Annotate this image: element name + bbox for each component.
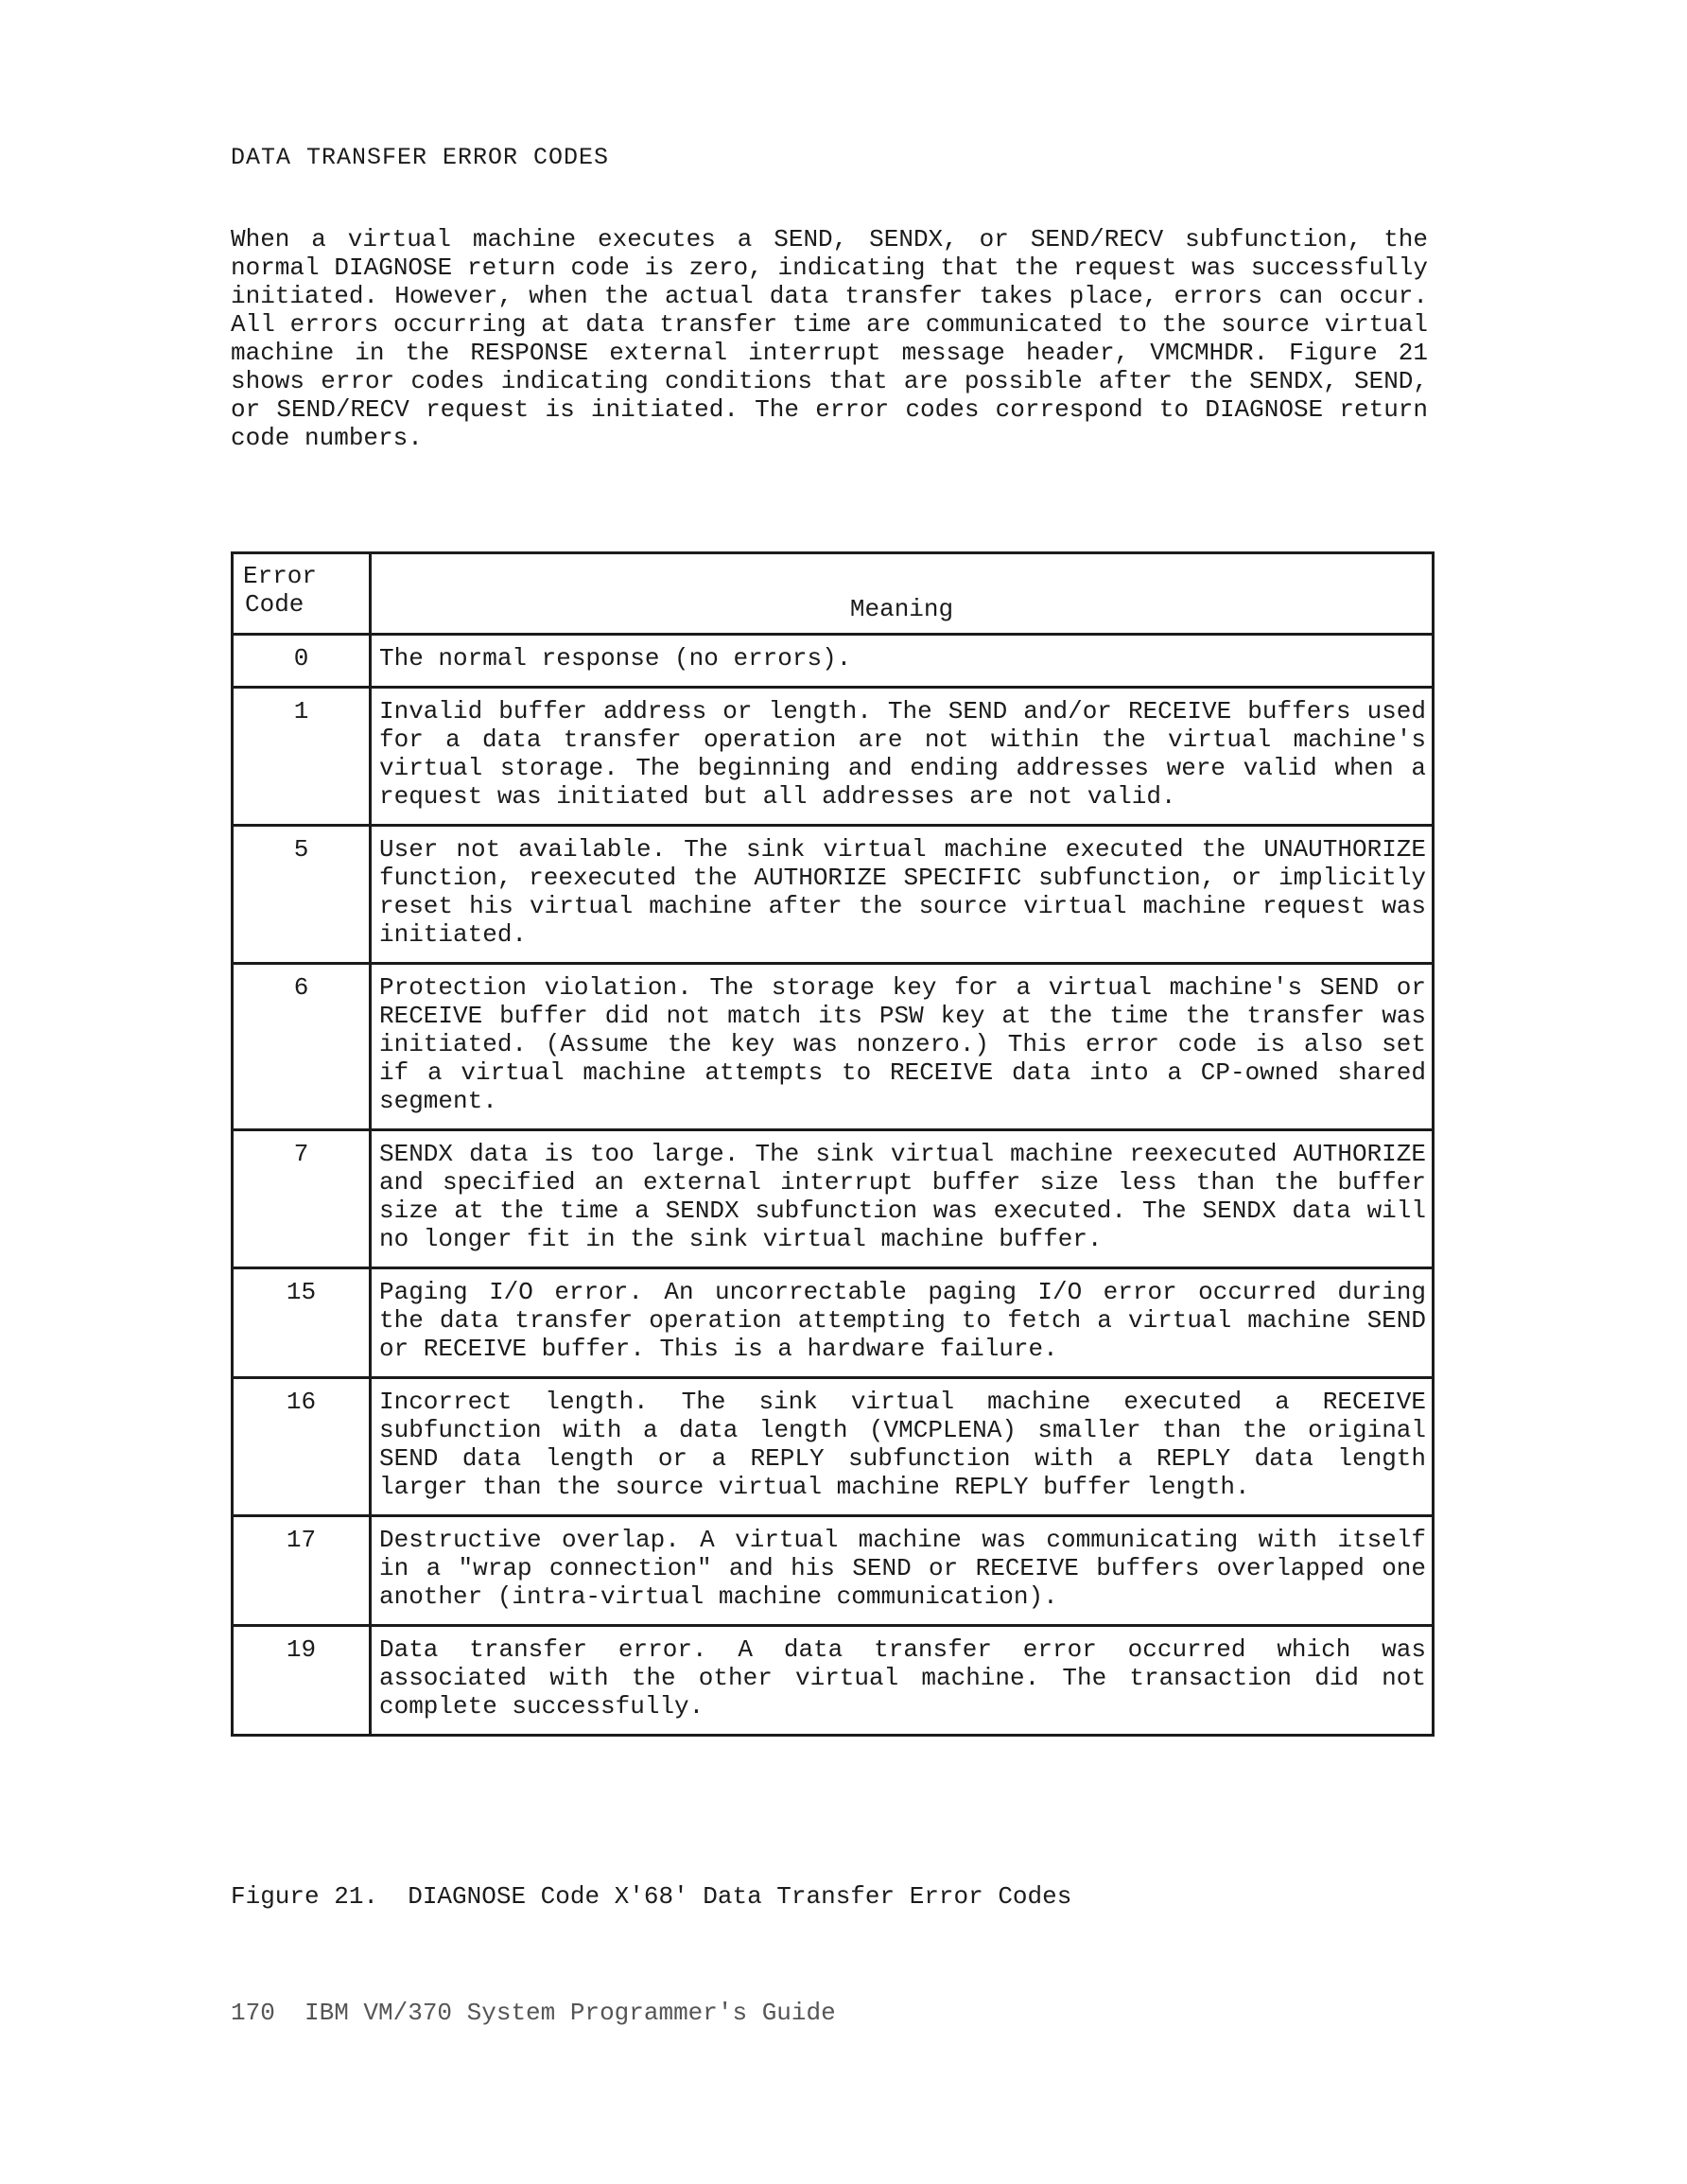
error-code-cell: 1 <box>233 688 371 826</box>
meaning-cell: Invalid buffer address or length. The SEND and/or RECEIVE buffers used for a data transfer operation are not within the virtual machine's virtual storage. The beginning and ending addresses were valid when a request was initiated but all addresses are not valid. <box>371 688 1434 826</box>
table-row <box>233 1130 1434 1268</box>
header-meaning: Meaning <box>371 553 1434 635</box>
table-header-row <box>233 553 1434 635</box>
header-error-code <box>233 553 371 635</box>
section-heading: DATA TRANSFER ERROR CODES <box>231 144 610 171</box>
table-row <box>233 964 1434 1130</box>
error-code-cell: 5 <box>233 826 371 964</box>
meaning-cell: Paging I/O error. An uncorrectable paging I/O error occurred during the data transfer operation attempting to fetch a virtual machine SEND or RECEIVE buffer. This is a hardware failure. <box>371 1268 1434 1378</box>
error-code-table <box>231 551 1435 1737</box>
table-row <box>233 635 1434 688</box>
meaning-cell: SENDX data is too large. The sink virtual machine reexecuted AUTHORIZE and specified an external interrupt buffer size less than the buffer size at the time a SENDX subfunction was executed. The SENDX data will no longer fit in the sink virtual machine buffer. <box>371 1130 1434 1268</box>
error-code-cell: 17 <box>233 1516 371 1626</box>
table-row <box>233 826 1434 964</box>
meaning-cell: The normal response (no errors). <box>371 635 1434 688</box>
table-row <box>233 1516 1434 1626</box>
header-code-line2: Code <box>245 590 304 619</box>
error-code-cell: 16 <box>233 1378 371 1516</box>
error-code-cell: 7 <box>233 1130 371 1268</box>
meaning-cell: Incorrect length. The sink virtual machine executed a RECEIVE subfunction with a data length (VMCPLENA) smaller than the original SEND data length or a REPLY subfunction with a REPLY data length larger than the source virtual machine REPLY buffer length. <box>371 1378 1434 1516</box>
figure-caption: Figure 21. DIAGNOSE Code X'68' Data Transfer Error Codes <box>231 1882 1072 1911</box>
meaning-cell: User not available. The sink virtual machine executed the UNAUTHORIZE function, reexecuted the AUTHORIZE SPECIFIC subfunction, or implicitly reset his virtual machine after the source virtual machine request was initiated. <box>371 826 1434 964</box>
table-row <box>233 688 1434 826</box>
meaning-cell: Destructive overlap. A virtual machine was communicating with itself in a "wrap connection" and his SEND or RECEIVE buffers overlapped one another (intra-virtual machine communication). <box>371 1516 1434 1626</box>
intro-paragraph: When a virtual machine executes a SEND, SENDX, or SEND/RECV subfunction, the normal DIAGNOSE return code is zero, indicating that the request was successfully initiated. However, when the actual data transfer takes place, errors can occur. All errors occurring at data transfer time are communicated to the source virtual machine in the RESPONSE external interrupt message header, VMCMHDR. Figure 21 shows error codes indicating conditions that are possible after the SENDX, SEND, or SEND/RECV request is initiated. The error codes correspond to DIAGNOSE return code numbers. <box>231 225 1428 452</box>
error-code-cell: 19 <box>233 1626 371 1736</box>
table-row <box>233 1268 1434 1378</box>
header-code-line1: Error <box>243 562 318 590</box>
error-code-cell: 15 <box>233 1268 371 1378</box>
table-row <box>233 1626 1434 1736</box>
meaning-cell: Protection violation. The storage key for a virtual machine's SEND or RECEIVE buffer did not match its PSW key at the time the transfer was initiated. (Assume the key was nonzero.) This error code is also set if a virtual machine attempts to RECEIVE data into a CP-owned shared segment. <box>371 964 1434 1130</box>
table-row <box>233 1378 1434 1516</box>
error-code-table-container <box>231 551 1432 1737</box>
error-code-cell: 0 <box>233 635 371 688</box>
error-code-cell: 6 <box>233 964 371 1130</box>
page-footer: 170 IBM VM/370 System Programmer's Guide <box>231 1999 836 2027</box>
meaning-cell: Data transfer error. A data transfer error occurred which was associated with the other virtual machine. The transaction did not complete successfully. <box>371 1626 1434 1736</box>
